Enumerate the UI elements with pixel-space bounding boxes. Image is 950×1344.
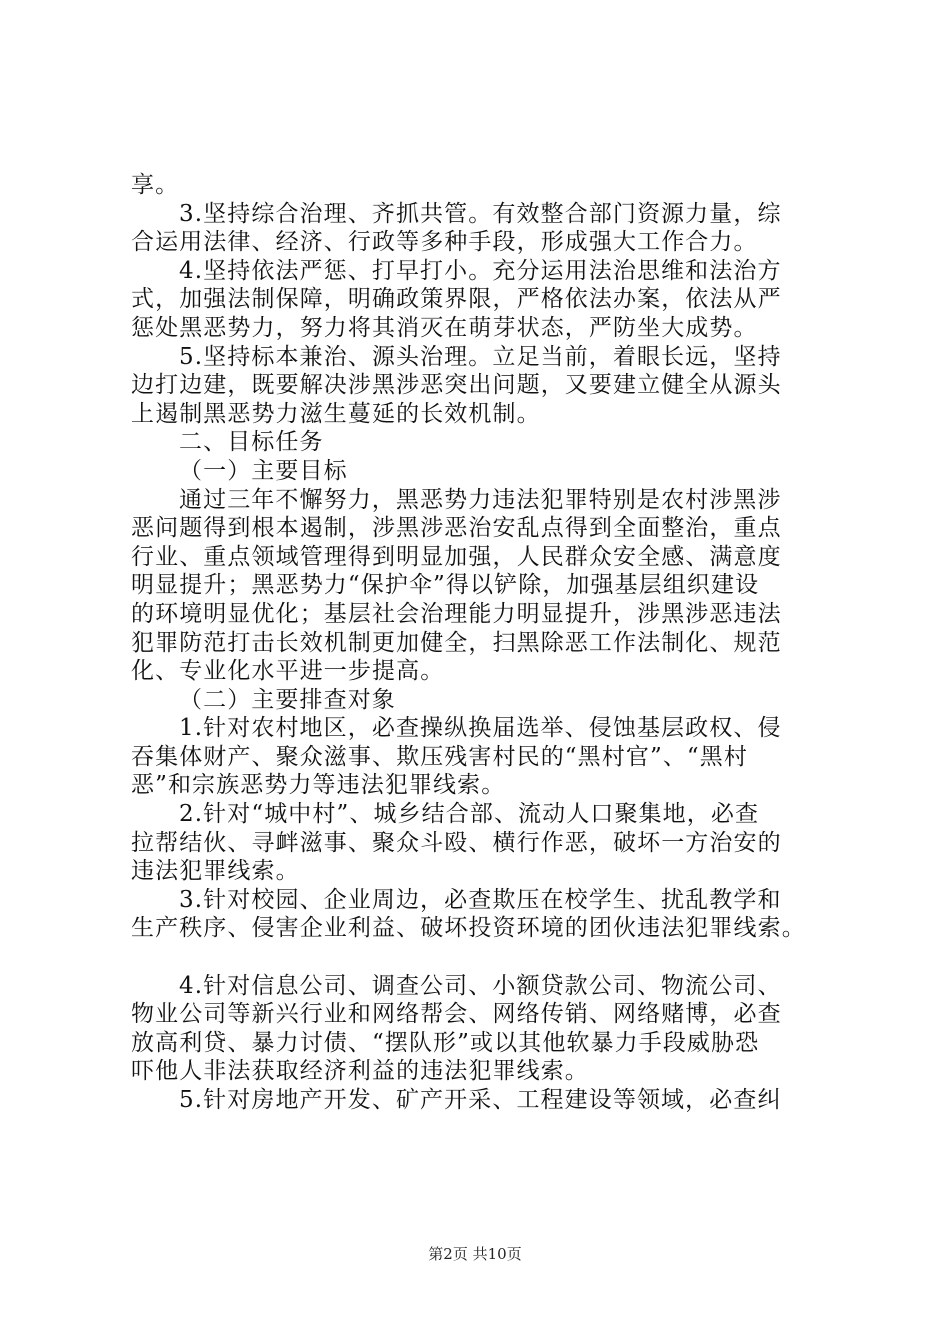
text-line: 惩处黑恶势力，努力将其消灭在萌芽状态，严防坐大成势。 bbox=[131, 314, 758, 341]
text-line: 通过三年不懈努力，黑恶势力违法犯罪特别是农村涉黑涉 bbox=[179, 486, 782, 513]
text-line: 物业公司等新兴行业和网络帮会、网络传销、网络赌博，必查 bbox=[131, 1001, 782, 1028]
text-line: 生产秩序、侵害企业利益、破坏投资环境的团伙违法犯罪线索。 bbox=[131, 915, 806, 942]
document-body bbox=[131, 171, 827, 1115]
text-line: 放高利贷、暴力讨债、“摆队形”或以其他软暴力手段威胁恐 bbox=[131, 1029, 760, 1056]
text-line: 享。 bbox=[131, 172, 180, 198]
text-line: 的环境明显优化；基层社会治理能力明显提升，涉黑涉恶违法 bbox=[131, 600, 782, 627]
text-line: 上遏制黑恶势力滋生蔓延的长效机制。 bbox=[131, 400, 541, 427]
text-line: 合运用法律、经济、行政等多种手段，形成强大工作合力。 bbox=[131, 229, 758, 256]
section-heading: 二、目标任务 bbox=[179, 429, 324, 456]
text-line: 恶问题得到根本遏制，涉黑涉恶治安乱点得到全面整治，重点 bbox=[131, 515, 782, 542]
text-line: 恶”和宗族恶势力等违法犯罪线索。 bbox=[131, 772, 506, 799]
text-line: 拉帮结伙、寻衅滋事、聚众斗殴、横行作恶，破坏一方治安的 bbox=[131, 829, 782, 856]
text-line: 明显提升；黑恶势力“保护伞”得以铲除，加强基层组织建设 bbox=[131, 572, 760, 599]
text-line: 违法犯罪线索。 bbox=[131, 858, 300, 885]
text-line: 边打边建，既要解决涉黑涉恶突出问题，又要建立健全从源头 bbox=[131, 372, 782, 399]
subsection-heading: （一）主要目标 bbox=[179, 457, 348, 484]
text-line: 吓他人非法获取经济利益的违法犯罪线索。 bbox=[131, 1058, 589, 1085]
text-line: 行业、重点领域管理得到明显加强，人民群众安全感、满意度 bbox=[131, 543, 782, 570]
subsection-heading: （二）主要排查对象 bbox=[179, 686, 396, 713]
text-line: 3.针对校园、企业周边，必查欺压在校学生、扰乱教学和 bbox=[179, 886, 782, 913]
page-number-footer: 第2页 共10页 bbox=[428, 1245, 522, 1263]
text-line: 化、专业化水平进一步提高。 bbox=[131, 658, 445, 685]
text-line: 4.针对信息公司、调查公司、小额贷款公司、物流公司、 bbox=[179, 972, 782, 999]
text-line: 式，加强法制保障，明确政策界限，严格依法办案，依法从严 bbox=[131, 286, 782, 313]
blank-line bbox=[131, 943, 827, 972]
text-line: 3.坚持综合治理、齐抓共管。有效整合部门资源力量，综 bbox=[179, 200, 782, 227]
text-line: 2.针对“城中村”、城乡结合部、流动人口聚集地，必查 bbox=[179, 801, 760, 828]
text-line: 吞集体财产、聚众滋事、欺压残害村民的“黑村官”、“黑村 bbox=[131, 743, 748, 770]
text-line: 5.坚持标本兼治、源头治理。立足当前，着眼长远，坚持 bbox=[179, 343, 782, 370]
text-line: 5.针对房地产开发、矿产开采、工程建设等领域，必查纠 bbox=[179, 1087, 782, 1113]
text-line: 犯罪防范打击长效机制更加健全，扫黑除恶工作法制化、规范 bbox=[131, 629, 782, 656]
text-line: 1.针对农村地区，必查操纵换届选举、侵蚀基层政权、侵 bbox=[179, 715, 782, 742]
text-line: 4.坚持依法严惩、打早打小。充分运用法治思维和法治方 bbox=[179, 257, 782, 284]
